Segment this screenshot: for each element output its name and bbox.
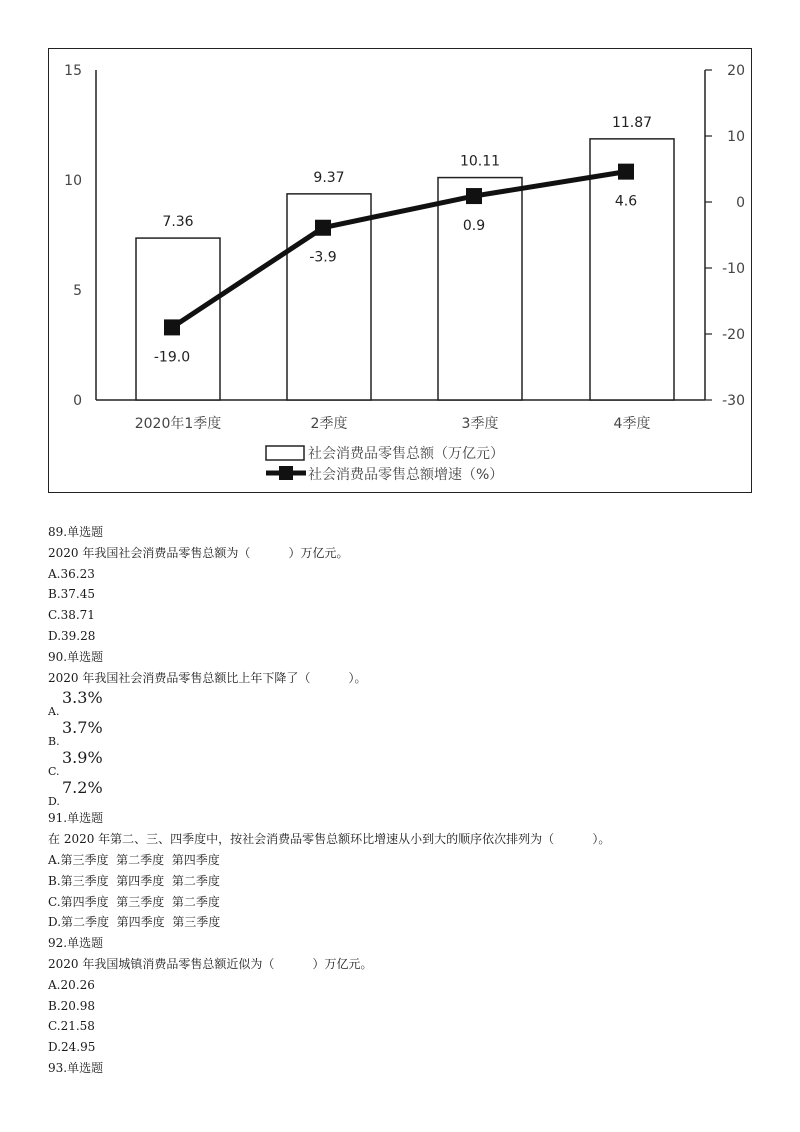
option-a[interactable]: A.36.23 (48, 566, 95, 581)
option-b[interactable] (48, 718, 768, 748)
category-label: 3季度 (461, 416, 499, 432)
right-tick-label: 0 (736, 195, 745, 211)
growth-marker (315, 220, 331, 236)
option-d[interactable]: D.24.95 (48, 1040, 96, 1055)
option-letter: C. (48, 765, 60, 779)
bar-value-label: 9.37 (313, 169, 345, 186)
question-header: 93.单选题 (48, 1060, 104, 1075)
option-value: 3.7% (62, 718, 103, 738)
option-d[interactable]: D.39.28 (48, 628, 96, 643)
category-label: 2020年1季度 (134, 416, 222, 432)
right-tick-label: -20 (722, 327, 745, 343)
question-header: 91.单选题 (48, 811, 104, 826)
question-stem: 2020 年我国社会消费品零售总额比上年下降了（ ）。 (48, 670, 367, 685)
growth-marker (466, 188, 482, 204)
option-a[interactable]: A.20.26 (48, 977, 95, 992)
option-d[interactable]: D.第二季度 第四季度 第三季度 (48, 915, 221, 930)
bar (438, 178, 522, 400)
growth-marker (618, 164, 634, 180)
question-stem: 2020 年我国社会消费品零售总额为（ ）万亿元。 (48, 545, 349, 560)
question-stem: 在 2020 年第二、三、四季度中，按社会消费品零售总额环比增速从小到大的顺序依次排列为（ ）。 (48, 832, 611, 847)
option-value: 7.2% (62, 778, 103, 798)
left-tick-label: 15 (64, 63, 82, 79)
option-value: 3.3% (62, 688, 103, 708)
option-a[interactable] (48, 688, 768, 718)
question-header: 89.单选题 (48, 525, 104, 539)
option-c[interactable] (48, 748, 768, 778)
option-d[interactable] (48, 778, 768, 808)
option-letter: D. (48, 795, 60, 809)
question-list (48, 522, 768, 1079)
option-c[interactable]: C.第四季度 第三季度 第二季度 (48, 894, 220, 909)
right-tick-label: -30 (722, 393, 745, 409)
growth-value-label: 4.6 (614, 193, 638, 210)
right-tick-label: -10 (722, 261, 745, 277)
bar-value-label: 10.11 (459, 153, 501, 170)
legend-bar-label: 社会消费品零售总额（万亿元） (308, 446, 504, 462)
category-label: 2季度 (310, 416, 348, 432)
option-b[interactable]: B.20.98 (48, 998, 95, 1013)
option-letter: A. (48, 705, 60, 719)
combo-chart (48, 48, 752, 493)
legend-bar-swatch (266, 446, 304, 460)
bar-value-label: 11.87 (611, 114, 653, 131)
question-stem: 2020 年我国城镇消费品零售总额近似为（ ）万亿元。 (48, 956, 373, 971)
category-label: 4季度 (613, 416, 651, 432)
question-header: 90.单选题 (48, 649, 104, 664)
bar (136, 238, 220, 400)
question-header: 92.单选题 (48, 936, 104, 951)
growth-value-label: -3.9 (309, 249, 337, 266)
option-letter: B. (48, 735, 60, 749)
option-value: 3.9% (62, 748, 103, 768)
option-b[interactable]: B.第三季度 第四季度 第二季度 (48, 873, 220, 888)
growth-marker (164, 319, 180, 335)
right-tick-label: 20 (727, 63, 745, 79)
left-tick-label: 0 (73, 393, 82, 409)
growth-value-label: -19.0 (153, 349, 191, 366)
left-tick-label: 5 (73, 283, 82, 299)
legend-line-label: 社会消费品零售总额增速（%） (308, 467, 504, 483)
right-tick-label: 10 (727, 129, 745, 145)
growth-line (172, 169, 626, 328)
option-a[interactable]: A.第三季度 第二季度 第四季度 (48, 852, 220, 867)
option-c[interactable]: C.21.58 (48, 1019, 95, 1034)
bar-value-label: 7.36 (162, 214, 194, 231)
growth-value-label: 0.9 (462, 218, 486, 235)
left-tick-label: 10 (64, 173, 82, 189)
legend-line-marker (279, 466, 293, 480)
option-c[interactable]: C.38.71 (48, 608, 95, 623)
option-b[interactable]: B.37.45 (48, 587, 95, 602)
